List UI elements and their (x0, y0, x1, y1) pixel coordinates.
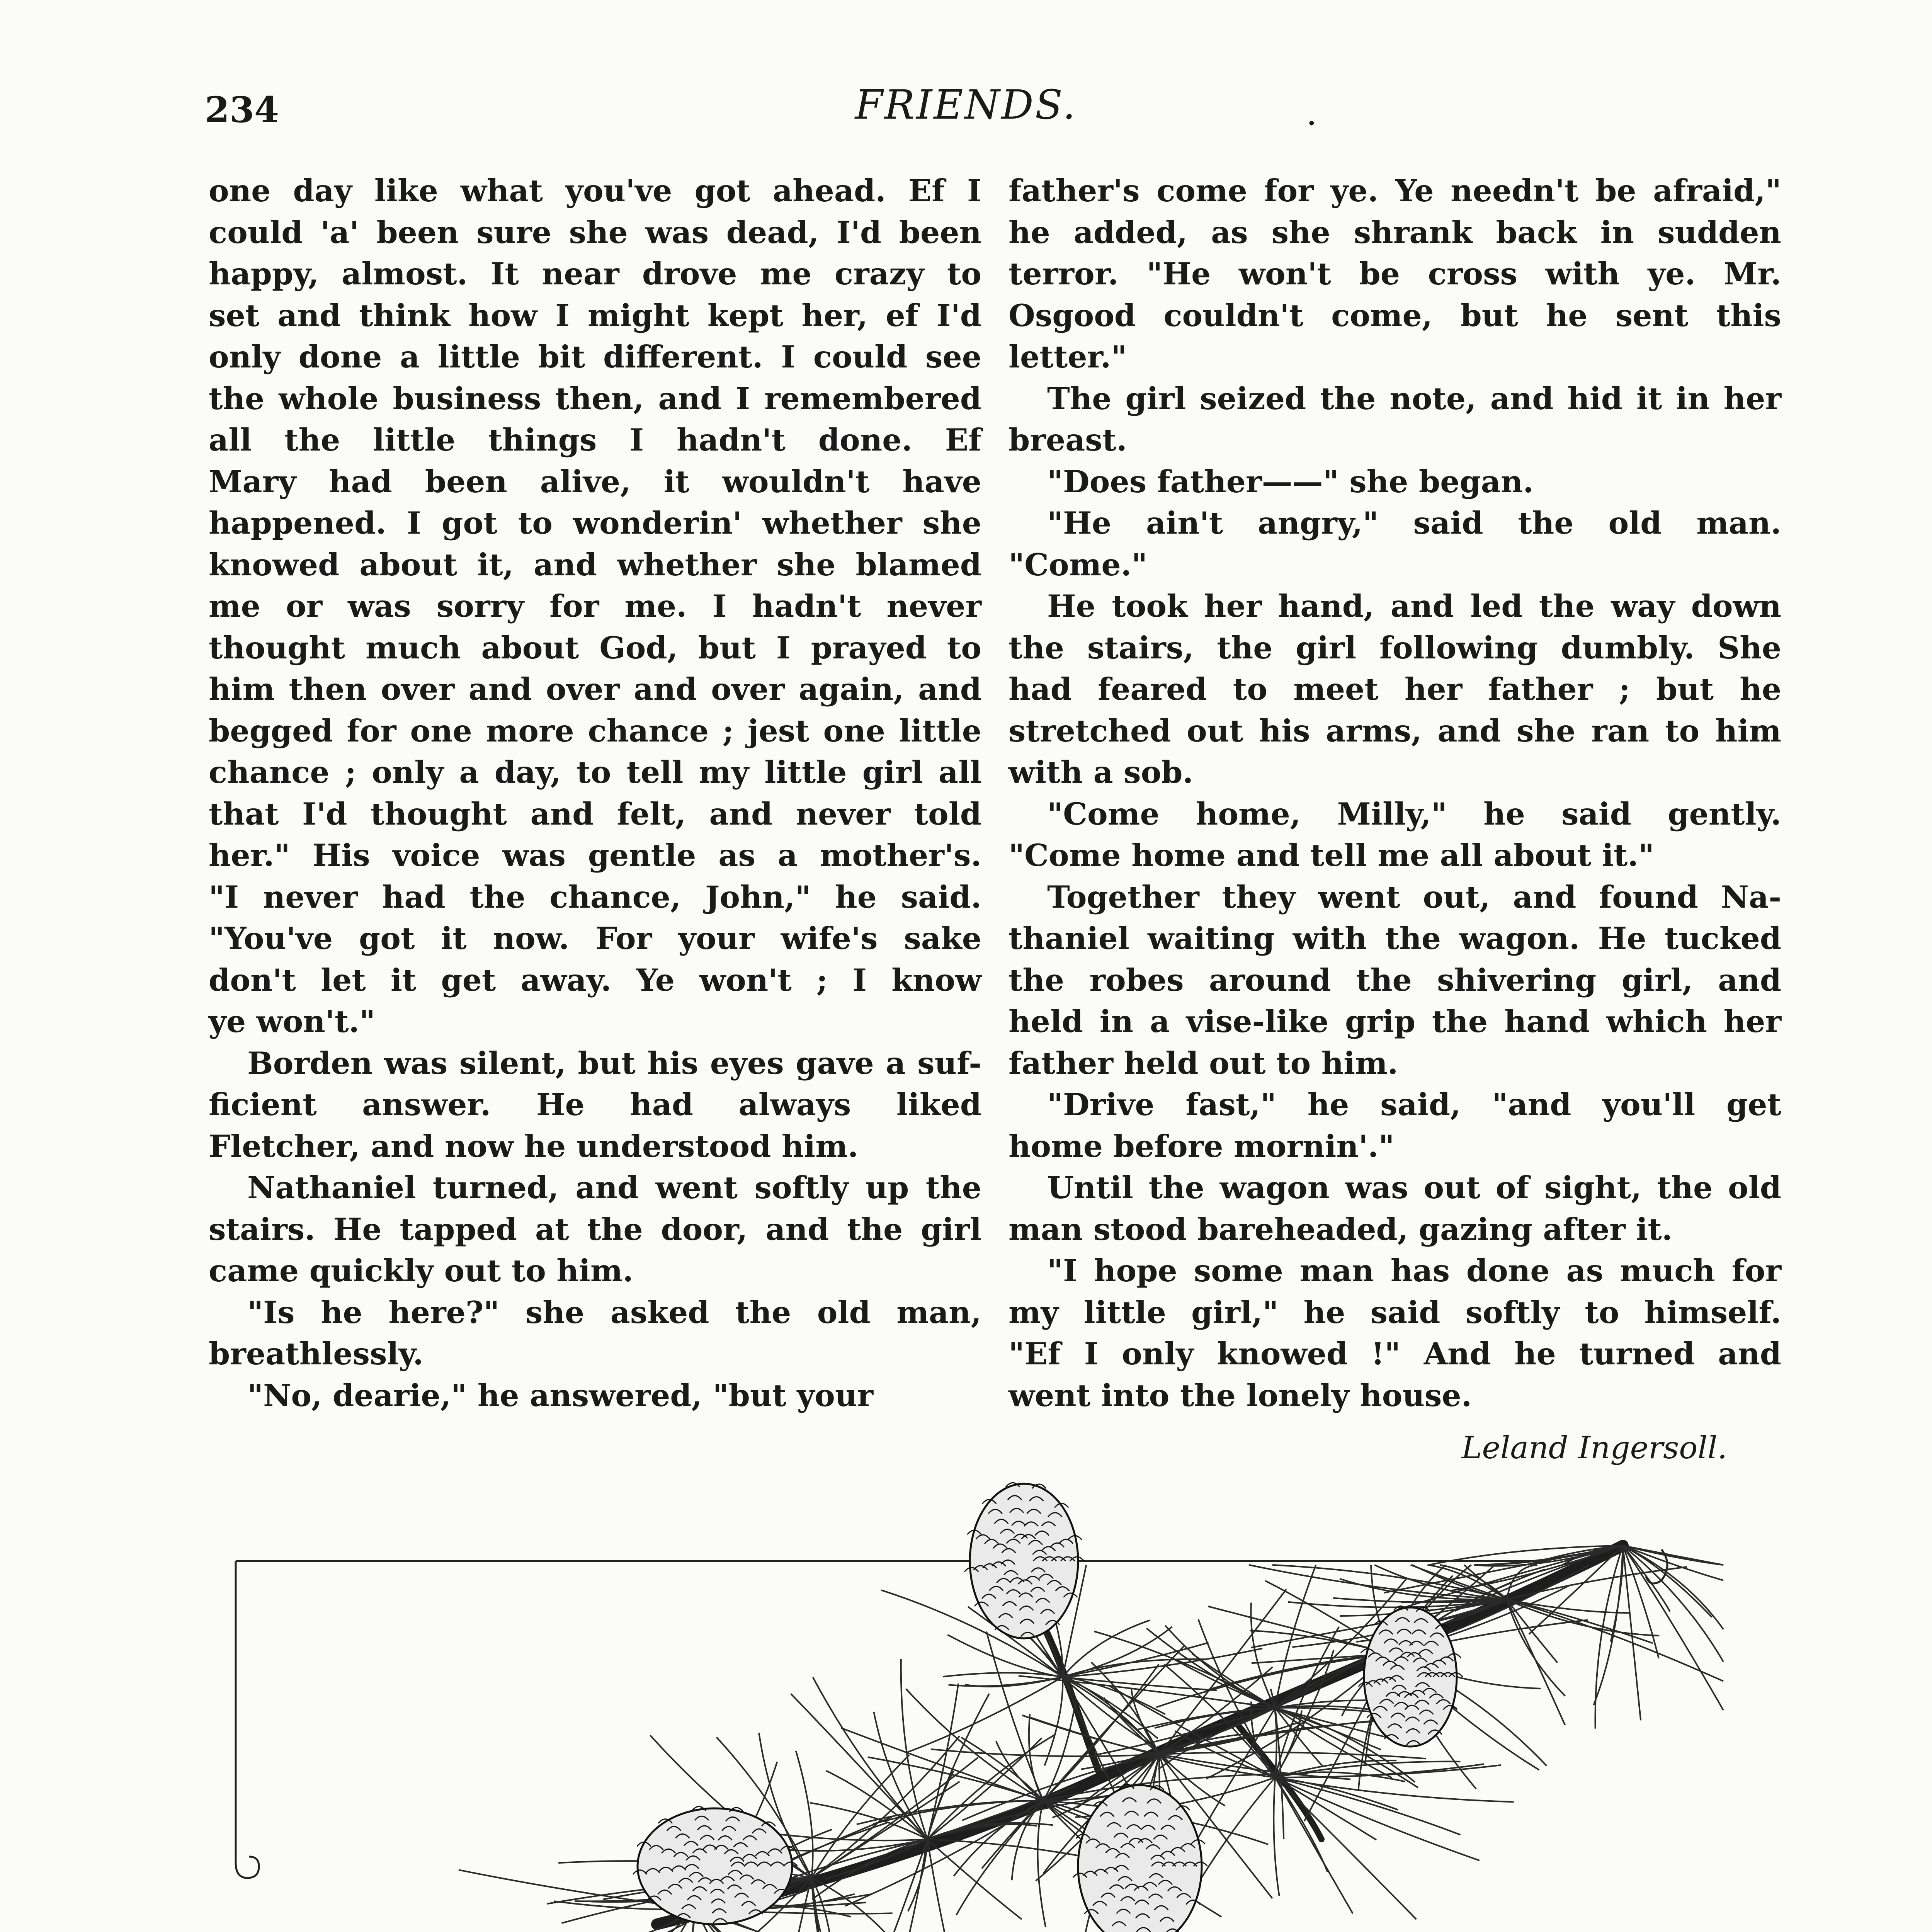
text-line: Osgood couldn't come, but he sent this (1009, 297, 1781, 333)
text-line: thaniel waiting with the wagon. He tucked (1009, 920, 1781, 956)
text-line: Until the wagon was out of sight, the old (1047, 1170, 1781, 1206)
paragraph (1009, 1084, 1781, 1167)
paragraph (1009, 170, 1781, 378)
text-line: her." His voice was gentle as a mother's. (209, 837, 981, 873)
text-line: "Ef I only knowed !" And he turned and (1009, 1336, 1781, 1372)
pine-branch-illustration (232, 1461, 1731, 1932)
text-line: "Does father——" she began. (1047, 463, 1534, 500)
text-line: happened. I got to wonderin' whether she (209, 505, 981, 541)
text-line: could 'a' been sure she was dead, I'd been (209, 214, 981, 250)
story-author: Leland Ingersoll. (1461, 1430, 1727, 1466)
text-line: letter." (1009, 339, 1127, 375)
text-line: man stood bareheaded, gazing after it. (1009, 1211, 1673, 1247)
text-line: set and think how I might kept her, ef I'd (209, 297, 981, 333)
text-line: ye won't." (209, 1003, 376, 1039)
page-number: 234 (205, 89, 279, 131)
text-line: chance ; only a day, to tell my little girl all (209, 754, 981, 790)
text-line: breathlessly. (209, 1336, 423, 1372)
paragraph (1009, 876, 1781, 1084)
text-line: He took her hand, and led the way down (1047, 588, 1781, 624)
text-line: happy, almost. It near drove me crazy to (209, 256, 981, 292)
text-line: thought much about God, but I prayed to (209, 629, 981, 666)
running-title: FRIENDS. (855, 81, 1077, 128)
text-line: "I hope some man has done as much for (1047, 1253, 1781, 1289)
text-line: "No, dearie," he answered, "but your (247, 1377, 874, 1413)
text-line: "Is he here?" she asked the old man, (247, 1294, 981, 1330)
page-header (201, 81, 1731, 135)
text-line: father's come for ye. Ye needn't be afraid," (1009, 173, 1781, 209)
text-line: Mary had been alive, it wouldn't have (209, 463, 981, 500)
frame-scroll (236, 1857, 259, 1878)
text-line: all the little things I hadn't done. Ef (209, 422, 981, 458)
paragraph (209, 1375, 981, 1417)
text-line: "Drive fast," he said, "and you'll get (1047, 1087, 1781, 1122)
text-line: ficient answer. He had always liked (209, 1087, 981, 1122)
text-line: came quickly out to him. (209, 1253, 633, 1289)
text-line: went into the lonely house. (1009, 1377, 1472, 1413)
paragraph (1009, 1167, 1781, 1250)
text-line: "Come home, Milly," he said gently. (1047, 796, 1781, 832)
text-line: Fletcher, and now he understood him. (209, 1128, 859, 1164)
pine-cone (1078, 1785, 1202, 1932)
text-line: home before mornin'." (1009, 1128, 1395, 1164)
text-line: the whole business then, and I remembered (209, 380, 981, 417)
text-line: terror. "He won't be cross with ye. Mr. (1009, 256, 1781, 292)
paragraph (1009, 585, 1781, 793)
pine-cone (1364, 1607, 1457, 1747)
paragraph (1009, 793, 1781, 876)
paragraph (1009, 378, 1781, 461)
paragraph (1009, 502, 1781, 585)
text-line: stretched out his arms, and she ran to him (1009, 713, 1781, 749)
text-line: father held out to him. (1009, 1045, 1398, 1081)
text-line: stairs. He tapped at the door, and the girl (209, 1211, 981, 1247)
text-line: breast. (1009, 422, 1127, 458)
text-line: knowed about it, and whether she blamed (209, 546, 981, 583)
text-line: the robes around the shivering girl, and (1009, 962, 1781, 998)
text-line: had feared to meet her father ; but he (1009, 671, 1781, 707)
text-line: with a sob. (1009, 754, 1194, 790)
header-dot: . (1306, 93, 1317, 133)
pine-cone (638, 1808, 792, 1924)
text-line: Together they went out, and found Na- (1047, 879, 1781, 915)
text-line: he added, as she shrank back in sudden (1009, 214, 1781, 250)
text-line: him then over and over and over again, and (209, 671, 981, 707)
story-column-left (209, 170, 981, 1416)
text-line: "You've got it now. For your wife's sake (209, 920, 981, 956)
pine-cone (970, 1484, 1078, 1638)
text-line: don't let it get away. Ye won't ; I know (209, 962, 981, 998)
text-line: "Come." (1009, 546, 1148, 583)
paragraph (209, 170, 981, 1043)
text-line: held in a vise-like grip the hand which her (1009, 1003, 1781, 1039)
paragraph (209, 1292, 981, 1375)
text-line: only done a little bit different. I could see (209, 339, 981, 375)
text-line: Borden was silent, but his eyes gave a suf- (247, 1045, 981, 1081)
text-line: The girl seized the note, and hid it in her (1047, 380, 1781, 417)
paragraph (209, 1167, 981, 1292)
text-line: my little girl," he said softly to himself. (1009, 1294, 1781, 1330)
paragraph (1009, 1250, 1781, 1416)
story-column-right (1009, 170, 1781, 1416)
text-line: "Come home and tell me all about it." (1009, 837, 1654, 873)
text-line: Nathaniel turned, and went softly up the (247, 1170, 981, 1206)
text-line: the stairs, the girl following dumbly. She (1009, 629, 1781, 666)
text-line: "He ain't angry," said the old man. (1047, 505, 1781, 541)
paragraph (209, 1043, 981, 1167)
paragraph (1009, 461, 1781, 503)
text-line: that I'd thought and felt, and never told (209, 796, 981, 832)
text-line: begged for one more chance ; jest one little (209, 713, 981, 749)
text-line: one day like what you've got ahead. Ef I (209, 173, 981, 209)
text-line: me or was sorry for me. I hadn't never (209, 588, 981, 624)
text-line: "I never had the chance, John," he said. (209, 879, 981, 915)
